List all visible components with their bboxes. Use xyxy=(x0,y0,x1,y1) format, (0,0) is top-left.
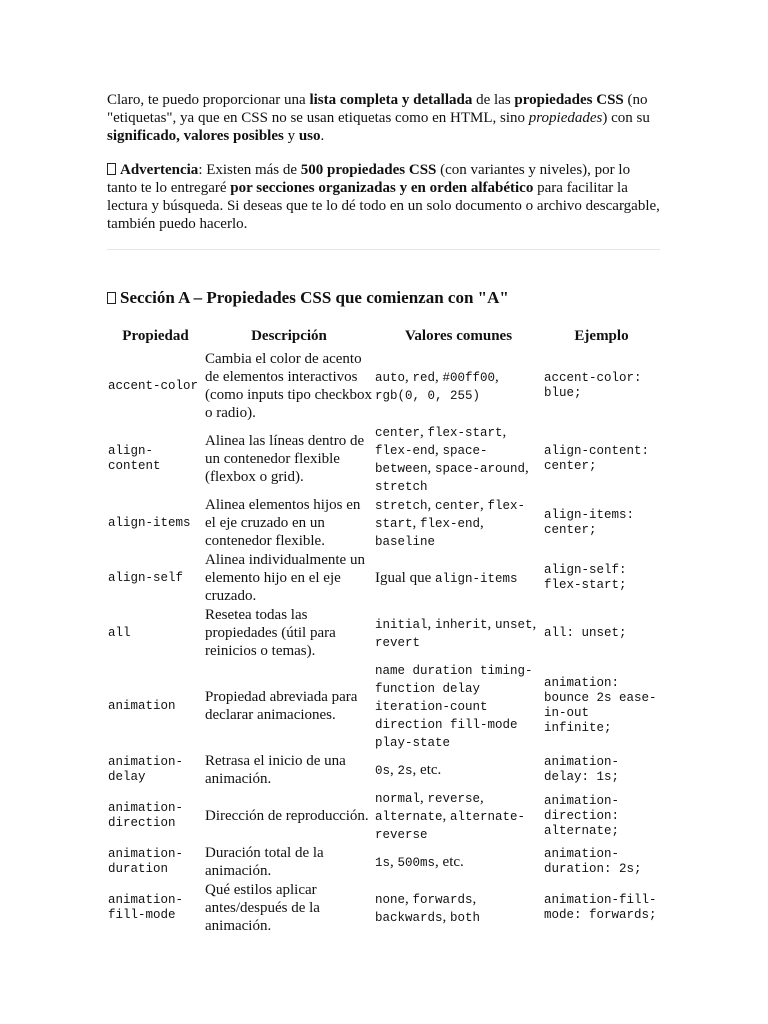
table-row xyxy=(107,496,660,551)
value-code: center xyxy=(375,426,421,440)
property-description: Alinea individualmente un elemento hijo en el eje cruzado. xyxy=(205,552,365,604)
header-ejemplo: Ejemplo xyxy=(574,328,629,344)
table-row xyxy=(107,789,660,844)
table-row xyxy=(107,606,660,661)
property-name: animation-fill-mode xyxy=(108,893,184,922)
property-description: Resetea todas las propiedades (útil para reinicios o temas). xyxy=(205,607,336,659)
intro-paragraph xyxy=(107,91,660,145)
property-name: animation-direction xyxy=(108,801,184,830)
property-example: animation-duration: 2s; xyxy=(544,847,642,876)
properties-table xyxy=(107,327,660,936)
property-name: align-items xyxy=(108,515,191,530)
value-text: , xyxy=(420,790,428,806)
value-code: reverse xyxy=(427,792,481,806)
value-text: , xyxy=(472,891,477,907)
property-name: accent-color xyxy=(108,378,199,393)
property-description: Alinea elementos hijos en el eje cruzado en un contenedor flexible. xyxy=(205,497,361,549)
value-code: #00ff00 xyxy=(442,371,496,385)
value-code: stretch xyxy=(375,480,428,494)
property-description: Qué estilos aplicar antes/después de la animación. xyxy=(205,882,320,934)
common-values xyxy=(374,496,543,551)
table-row xyxy=(107,551,660,606)
value-code: auto xyxy=(375,371,406,385)
value-text: , xyxy=(442,909,451,925)
common-values xyxy=(374,789,543,844)
header-valores: Valores comunes xyxy=(404,328,513,344)
warning-paragraph xyxy=(107,161,660,233)
text-run: (no "etiquetas", ya que en CSS no se usan etiquetas como en HTML, sino xyxy=(107,92,648,126)
property-description: Duración total de la animación. xyxy=(205,845,324,879)
value-code: space-around xyxy=(435,462,526,476)
value-code: forwards xyxy=(412,893,473,907)
property-name: align-self xyxy=(108,570,184,585)
header-descripcion: Descripción xyxy=(251,328,327,344)
value-text: Igual que xyxy=(375,570,435,586)
section-title: Sección A – Propiedades CSS que comienzan con "A" xyxy=(120,288,509,307)
value-text: , xyxy=(427,616,436,632)
value-text: , xyxy=(412,515,421,531)
table-row xyxy=(107,661,660,752)
value-code: alternate xyxy=(375,810,443,824)
property-example: align-self: flex-start; xyxy=(544,563,627,592)
value-code: stretch xyxy=(375,499,428,513)
text-run: ) con su xyxy=(602,110,650,126)
common-values xyxy=(374,844,543,881)
text-run: por secciones organizadas y en orden alfabético xyxy=(230,180,534,196)
header-propiedad: Propiedad xyxy=(122,328,189,344)
property-description: Cambia el color de acento de elementos interactivos (como inputs tipo checkbox o radio). xyxy=(205,351,373,421)
table-row xyxy=(107,752,660,789)
value-code: flex-end xyxy=(375,444,436,458)
warning-text xyxy=(107,162,660,232)
text-run: . xyxy=(320,128,325,144)
common-values xyxy=(374,661,543,752)
table-row xyxy=(107,881,660,936)
value-code: 500ms xyxy=(397,856,436,870)
value-text: , xyxy=(532,616,537,632)
text-run: y xyxy=(283,128,299,144)
document-content xyxy=(107,91,660,936)
value-text: , xyxy=(480,790,484,806)
property-description: Dirección de reproducción. xyxy=(205,808,369,824)
table-header-row xyxy=(107,327,660,350)
text-run: 500 propiedades CSS xyxy=(300,162,437,178)
table-body xyxy=(107,350,660,936)
table-row xyxy=(107,350,660,423)
text-run: uso xyxy=(298,128,321,144)
value-code: baseline xyxy=(375,535,436,549)
text-run: Claro, te puedo proporcionar una xyxy=(107,92,310,108)
value-text: , xyxy=(495,369,499,385)
value-text: , xyxy=(390,854,398,870)
property-example: animation-direction: alternate; xyxy=(544,793,620,838)
common-values xyxy=(374,752,543,789)
value-text: , xyxy=(487,616,496,632)
text-run: propiedades xyxy=(528,110,603,126)
value-code: alternate-reverse xyxy=(375,810,526,842)
value-text: , xyxy=(427,460,436,476)
property-example: all: unset; xyxy=(544,625,627,640)
value-text: , xyxy=(525,460,529,476)
property-description: Retrasa el inicio de una animación. xyxy=(205,753,346,787)
value-text: , xyxy=(480,497,488,513)
text-run: lista completa y detallada xyxy=(309,92,473,108)
value-code: red xyxy=(412,371,436,385)
value-text: , xyxy=(427,497,436,513)
value-text: , xyxy=(420,424,428,440)
table-row xyxy=(107,423,660,496)
common-values xyxy=(374,423,543,496)
section-divider xyxy=(107,249,660,250)
common-values xyxy=(374,551,543,606)
value-text: , etc. xyxy=(435,854,464,870)
value-code: flex-end xyxy=(420,517,481,531)
property-example: animation-delay: 1s; xyxy=(544,755,620,784)
value-code: 1s xyxy=(375,856,391,870)
section-heading xyxy=(107,288,660,308)
table-row xyxy=(107,844,660,881)
property-example: animation: bounce 2s ease-in-out infinite; xyxy=(544,676,657,735)
value-code: flex-start xyxy=(375,499,526,531)
property-name: all xyxy=(108,625,131,640)
text-run: : Existen más de xyxy=(198,162,301,178)
value-code: backwards xyxy=(375,911,443,925)
value-code: none xyxy=(375,893,406,907)
value-code: align-items xyxy=(434,572,518,586)
property-example: animation-fill-mode: forwards; xyxy=(544,893,657,922)
value-text: , etc. xyxy=(412,762,442,778)
value-text: , xyxy=(502,424,507,440)
value-code: flex-start xyxy=(427,426,503,440)
value-code: center xyxy=(435,499,481,513)
value-code: both xyxy=(450,911,481,925)
value-text: , xyxy=(480,515,484,531)
text-run: Advertencia xyxy=(120,162,199,178)
text-run: significado, valores posibles xyxy=(107,128,284,144)
value-text: , xyxy=(405,369,413,385)
value-code: revert xyxy=(375,636,421,650)
value-code: name duration timing-function delay iteration-count direction fill-mode play-state xyxy=(375,664,533,750)
property-description: Alinea las líneas dentro de un contenedor flexible (flexbox o grid). xyxy=(205,433,365,485)
property-name: animation-delay xyxy=(108,755,184,784)
text-run: (con variantes y niveles), por lo tanto te lo entregaré xyxy=(107,162,631,196)
property-description: Propiedad abreviada para declarar animaciones. xyxy=(205,689,358,723)
value-code: rgb(0, 0, 255) xyxy=(375,389,481,403)
property-example: align-items: center; xyxy=(544,508,635,537)
common-values xyxy=(374,350,543,423)
value-code: initial xyxy=(375,618,428,632)
value-text: , xyxy=(435,442,443,458)
warning-icon xyxy=(107,163,116,175)
text-run: para facilitar la lectura y búsqueda. Si deseas que te lo dé todo en un solo documento o archivo descargable, también puedo hacerlo. xyxy=(107,180,660,232)
value-text: , xyxy=(435,369,443,385)
value-text: , xyxy=(442,808,451,824)
text-run: propiedades CSS xyxy=(514,92,624,108)
value-text: , xyxy=(405,891,413,907)
value-code: unset xyxy=(495,618,533,632)
section-icon xyxy=(107,292,116,304)
property-name: animation xyxy=(108,698,176,713)
property-name: align-content xyxy=(108,444,161,473)
common-values xyxy=(374,606,543,661)
property-example: align-content: center; xyxy=(544,444,650,473)
property-name: animation-duration xyxy=(108,847,184,876)
property-example: accent-color: blue; xyxy=(544,371,642,400)
value-code: normal xyxy=(375,792,421,806)
value-code: 0s xyxy=(375,764,391,778)
value-code: space-between xyxy=(375,444,488,476)
value-code: inherit xyxy=(435,618,488,632)
value-code: 2s xyxy=(397,764,413,778)
common-values xyxy=(374,881,543,936)
text-run: de las xyxy=(472,92,515,108)
value-text: , xyxy=(390,762,398,778)
